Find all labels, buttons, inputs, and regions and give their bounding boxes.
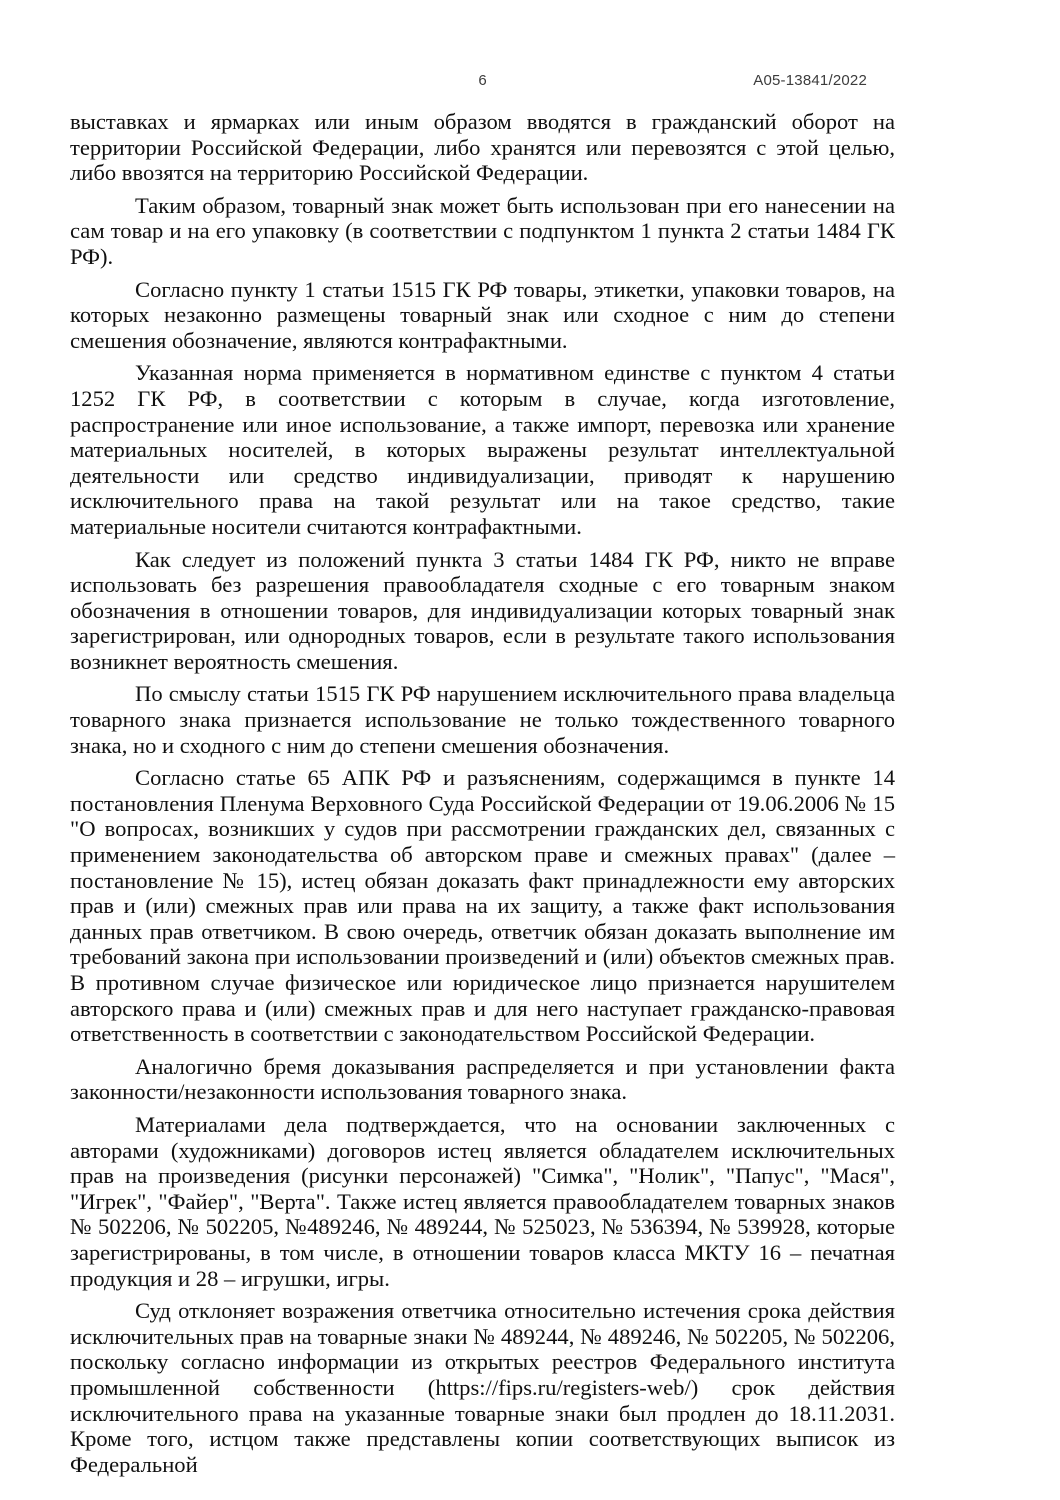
- paragraph: Как следует из положений пункта 3 статьи 1484 ГК РФ, никто не вправе использовать без разрешения правообладателя сходные с его товарным знаком обозначения в отношении товаров, для индивидуализации которых товарный знак зарегистрирован, или однородных товаров, если в результате такого использования возникнет вероятность смешения.: [70, 546, 895, 674]
- paragraph: Таким образом, товарный знак может быть использован при его нанесении на сам товар и на его упаковку (в соответствии с подпунктом 1 пункта 2 статьи 1484 ГК РФ).: [70, 192, 895, 269]
- paragraph: По смыслу статьи 1515 ГК РФ нарушением исключительного права владельца товарного знака признается использование не только тождественного товарного знака, но и сходного с ним до степени смешения обозначения.: [70, 681, 895, 758]
- paragraph: выставках и ярмарках или иным образом вводятся в гражданский оборот на территории Российской Федерации, либо хранятся или перевозятся с этой целью, либо ввозятся на территорию Российской Федерации.: [70, 109, 895, 186]
- paragraph: Согласно статье 65 АПК РФ и разъяснениям, содержащимся в пункте 14 постановления Пленума Верховного Суда Российской Федерации от 19.06.2006 № 15 "О вопросах, возникших у судов при рассмотрении гражданских дел, связанных с применением законодательства об авторском праве и смежных правах" (далее – постановление № 15), истец обязан доказать факт принадлежности ему авторских прав и (или) смежных прав или права на их защиту, а также факт использования данных прав ответчиком. В свою очередь, ответчик обязан доказать выполнение им требований закона при использовании произведений и (или) объектов смежных прав. В противном случае физическое или юридическое лицо признается нарушителем авторского права и (или) смежных прав и для него наступает гражданско-правовая ответственность в соответствии с законодательством Российской Федерации.: [70, 765, 895, 1047]
- paragraph: Материалами дела подтверждается, что на основании заключенных с авторами (художниками) договоров истец является обладателем исключительных прав на произведения (рисунки персонажей) "Симка", "Нолик", "Папус", "Мася", "Игрек", "Файер", "Верта". Также истец является правообладателем товарных знаков № 502206, № 502205, №489246, № 489244, № 525023, № 536394, № 539928, которые зарегистрированы, в том числе, в отношении товаров класса МКТУ 16 – печатная продукция и 28 – игрушки, игры.: [70, 1111, 895, 1291]
- page-header: [70, 72, 895, 92]
- case-number: А05-13841/2022: [753, 72, 867, 89]
- page-number: 6: [478, 72, 487, 89]
- paragraph: Суд отклоняет возражения ответчика относительно истечения срока действия исключительных прав на товарные знаки № 489244, № 489246, № 502205, № 502206, поскольку согласно информации из открытых реестров Федерального института промышленной собственности (https://fips.ru/registers-web/) срок действия исключительного права на указанные товарные знаки был продлен до 18.11.2031. Кроме того, истцом также представлены копии соответствующих выписок из Федеральной: [70, 1298, 895, 1477]
- paragraph: Согласно пункту 1 статьи 1515 ГК РФ товары, этикетки, упаковки товаров, на которых незаконно размещены товарный знак или сходное с ним до степени смешения обозначение, являются контрафактными.: [70, 276, 895, 353]
- paragraph: Указанная норма применяется в нормативном единстве с пунктом 4 статьи 1252 ГК РФ, в соответствии с которым в случае, когда изготовление, распространение или иное использование, а также импорт, перевозка или хранение материальных носителей, в которых выражены результат интеллектуальной деятельности или средство индивидуализации, приводят к нарушению исключительного права на такой результат или на такое средство, такие материальные носители считаются контрафактными.: [70, 360, 895, 539]
- paragraph: Аналогично бремя доказывания распределяется и при установлении факта законности/незаконности использования товарного знака.: [70, 1053, 895, 1105]
- document-body: [70, 109, 895, 1477]
